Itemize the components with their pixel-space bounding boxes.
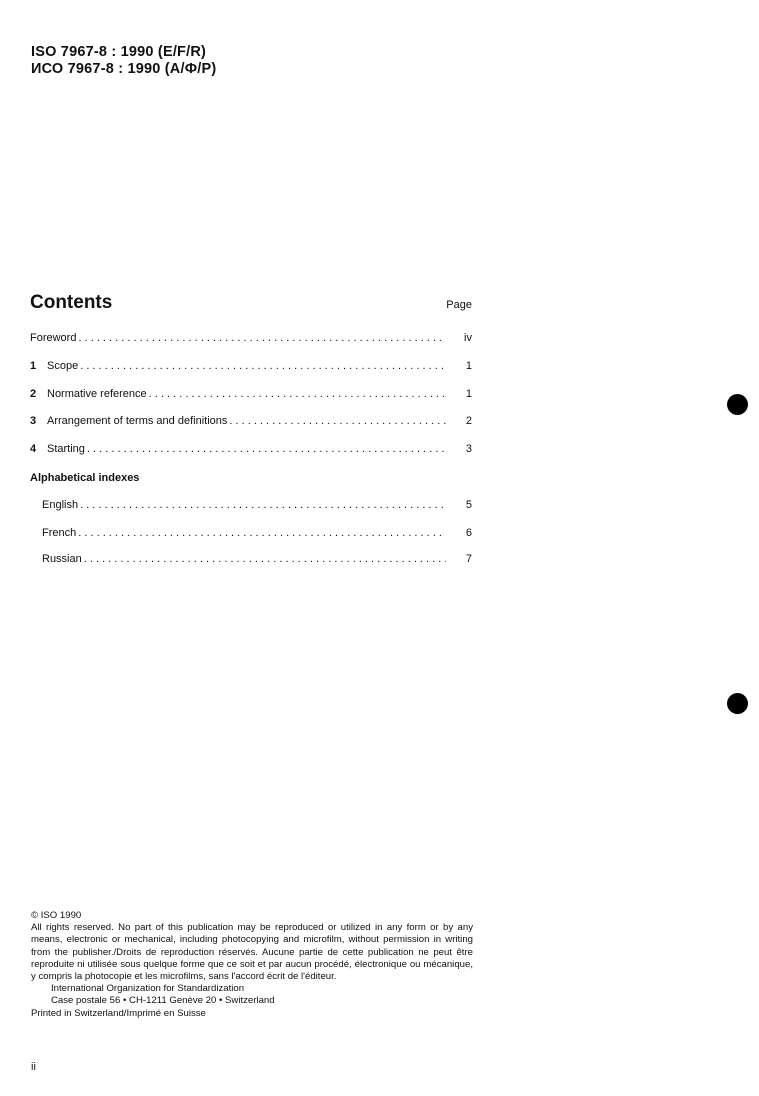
- toc-entry-title: Scope: [47, 360, 79, 372]
- toc-entry-page: 3: [465, 443, 472, 455]
- alphabetical-indexes-heading: Alphabetical indexes: [30, 472, 140, 484]
- rights-statement: All rights reserved. No part of this publication may be reproduced or utilized in any form or by any means, electronic or mechanical, including photocopying and microfilm, without permission in writing from the publisher./Droits de reproduction réservés. Aucune partie de cette publication ne peut être reproduite ni utilisée sous quelque forme que ce soit et par aucun procédé, électronique ou mécanique, y compris la photocopie et les microfilms, sans l'accord écrit de l'éditeur.: [31, 922, 473, 983]
- printed-in-line: Printed in Switzerland/Imprimé en Suisse: [31, 1007, 206, 1019]
- toc-entry-foreword[interactable]: [30, 332, 472, 348]
- toc-entry-title: Normative reference: [47, 388, 147, 400]
- toc-entry-title: English: [42, 499, 79, 511]
- standard-header: [31, 44, 216, 78]
- toc-entry-title: French: [42, 527, 77, 539]
- dot-leader: [78, 527, 446, 539]
- contents-title: Contents: [30, 292, 113, 313]
- toc-entry-title: Foreword: [30, 332, 77, 344]
- copyright-line: © ISO 1990: [31, 910, 82, 921]
- dot-leader: [78, 332, 446, 344]
- toc-entry-page: iv: [464, 332, 472, 344]
- publisher-address: Case postale 56 • CH-1211 Genève 20 • Switzerland: [51, 995, 275, 1007]
- toc-entry-starting[interactable]: [30, 443, 472, 459]
- standard-number-ru: ИСО 7967-8 : 1990 (А/Ф/Р): [31, 61, 217, 77]
- toc-entry-number: 2: [30, 388, 37, 400]
- toc-entry-title: Starting: [47, 443, 85, 455]
- binding-hole-mark: [727, 693, 748, 714]
- toc-index-russian[interactable]: [42, 553, 472, 569]
- toc-entry-page: 5: [465, 499, 472, 511]
- toc-entry-number: 1: [30, 360, 37, 372]
- publisher-organization: International Organization for Standardization: [51, 983, 245, 995]
- toc-entry-number: 3: [30, 415, 37, 427]
- toc-entry-title: Russian: [42, 553, 82, 565]
- toc-entry-arrangement[interactable]: [30, 415, 472, 431]
- copyright-block: [31, 910, 473, 1020]
- toc-entry-scope[interactable]: [30, 360, 472, 376]
- toc-entry-title: Arrangement of terms and definitions: [47, 415, 228, 427]
- toc-entry-page: 1: [465, 388, 472, 400]
- standard-number-en: ISO 7967-8 : 1990 (E/F/R): [31, 44, 207, 60]
- dot-leader: [229, 415, 446, 427]
- dot-leader: [80, 499, 446, 511]
- toc-entry-page: 1: [465, 360, 472, 372]
- toc-index-french[interactable]: [42, 527, 472, 543]
- dot-leader: [80, 360, 446, 372]
- dot-leader: [84, 553, 446, 565]
- dot-leader: [87, 443, 446, 455]
- toc-entry-page: 7: [465, 553, 472, 565]
- toc-entry-page: 2: [465, 415, 472, 427]
- toc-index-english[interactable]: [42, 499, 472, 515]
- page-column-label: Page: [446, 299, 472, 311]
- toc-entry-page: 6: [465, 527, 472, 539]
- toc-entry-number: 4: [30, 443, 37, 455]
- binding-hole-mark: [727, 394, 748, 415]
- dot-leader: [149, 388, 446, 400]
- page-number: ii: [31, 1061, 36, 1073]
- toc-entry-normative-reference[interactable]: [30, 388, 472, 404]
